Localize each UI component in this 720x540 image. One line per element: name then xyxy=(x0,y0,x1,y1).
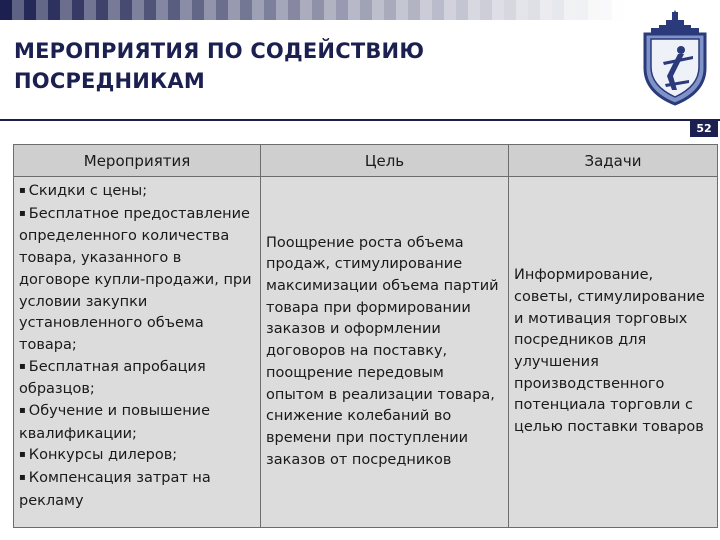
measure-list-item xyxy=(19,204,255,357)
measure-text: Бесплатная апробация образцов; xyxy=(19,358,206,398)
university-shield-logo-icon xyxy=(637,10,713,106)
measure-text: Обучение и повышение квалификации; xyxy=(19,403,211,442)
measure-text: Бесплатное предоставление определенного количества товара, указанного в договоре купли-продажи, при условии закупки установленного объема товара; xyxy=(19,205,252,353)
bullet-square-icon: ▪ xyxy=(19,360,26,372)
measure-list-item xyxy=(19,445,255,468)
bullet-square-icon: ▪ xyxy=(19,472,26,484)
header-goal: Цель xyxy=(261,145,509,177)
table-row xyxy=(14,177,718,528)
measures-cell xyxy=(14,177,261,528)
measure-list-item xyxy=(19,181,255,204)
measure-text: Скидки с цены; xyxy=(28,183,148,199)
bullet-square-icon: ▪ xyxy=(19,405,26,417)
header-measures: Мероприятия xyxy=(14,145,261,177)
header-divider xyxy=(0,119,720,121)
bullet-square-icon: ▪ xyxy=(19,207,26,219)
goal-cell: Поощрение роста объема продаж, стимулирование максимизации объема партий товара при формировании заказов и оформлении договоров на поставку, поощрение передовым опытом в реализации товара, снижение колебаний во времени при поступлении заказов от посредников xyxy=(261,177,509,528)
bullet-square-icon: ▪ xyxy=(19,449,26,461)
tasks-cell: Информирование, советы, стимулирование и мотивация торговых посредников для улучшения производственного потенциала торговли с целью поставки товаров xyxy=(509,177,718,528)
slide-title: МЕРОПРИЯТИЯ ПО СОДЕЙСТВИЮ ПОСРЕДНИКАМ xyxy=(14,39,425,93)
page-number-badge: 52 xyxy=(690,121,718,137)
measure-list-item xyxy=(19,401,255,445)
measure-list-item xyxy=(19,357,255,401)
measure-text: Конкурсы дилеров; xyxy=(28,447,178,464)
measure-text: Компенсация затрат на рекламу xyxy=(19,470,211,509)
decorative-top-strip xyxy=(0,0,720,20)
table-header-row xyxy=(14,145,718,177)
header-tasks: Задачи xyxy=(509,145,718,177)
bullet-square-icon: ▪ xyxy=(19,185,26,196)
measure-list-item xyxy=(19,468,255,512)
measures-table xyxy=(13,144,718,528)
